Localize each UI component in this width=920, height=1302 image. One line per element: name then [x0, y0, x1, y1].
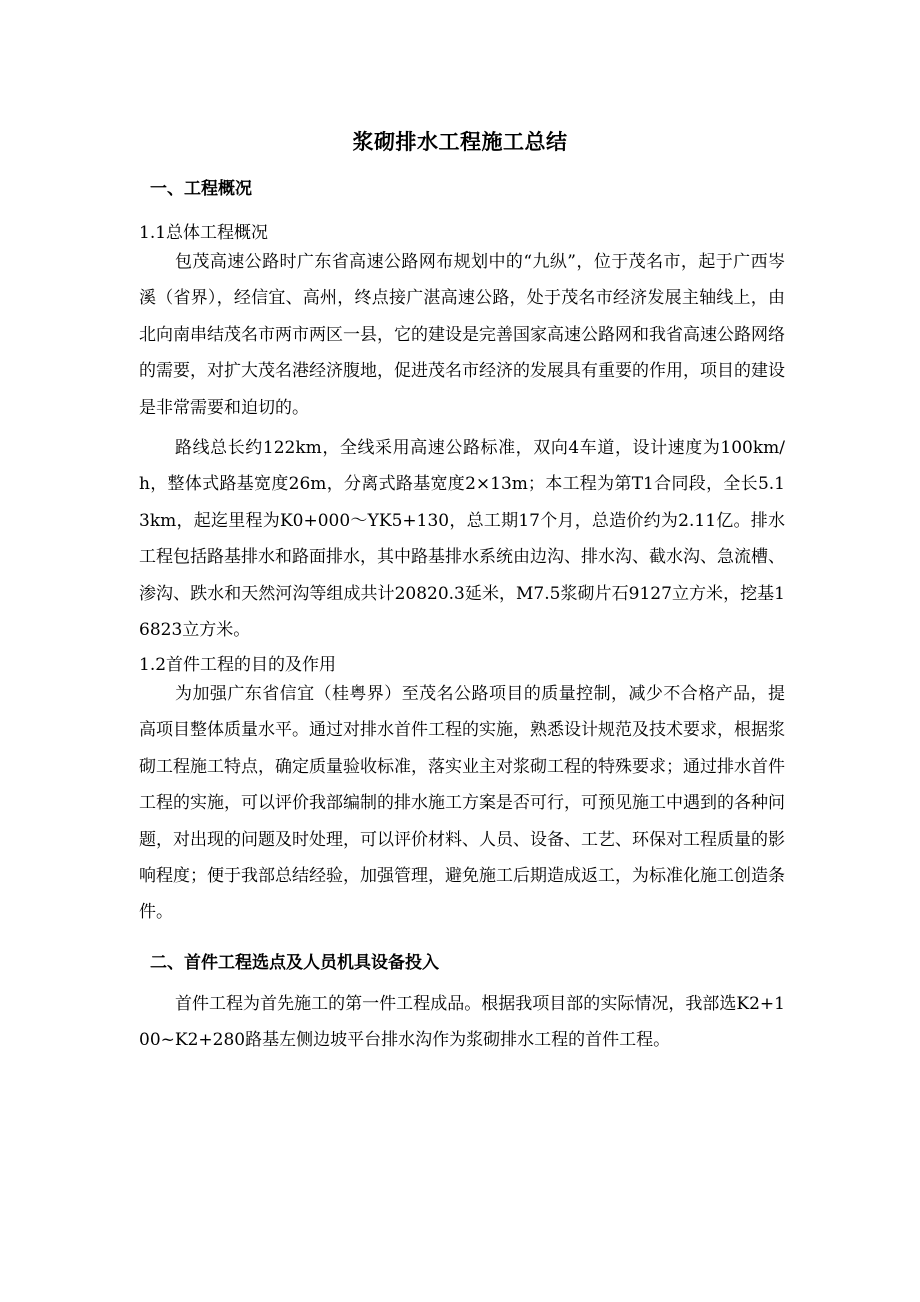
subsection-1-2-heading: 1.2首件工程的目的及作用: [139, 655, 337, 675]
paragraph-route-details: 路线总长约122km，全线采用高速公路标准，双向4车道，设计速度为100km/h，整体式路基宽度26m，分离式路基宽度2×13m；本工程为第T1合同段，全长5.13km，起迄里程为K0+000～YK5+130，总工期17个月，总造价约为2.11亿。排水工程包括路基排水和路面排水，其中路基排水系统由边沟、排水沟、截水沟、急流槽、渗沟、跌水和天然河沟等组成共计20820.3延米，M7.5浆砌片石9127立方米，挖基16823立方米。: [139, 438, 785, 641]
paragraph-first-piece-purpose: 为加强广东省信宜（桂粤界）至茂名公路项目的质量控制，减少不合格产品，提高项目整体质量水平。通过对排水首件工程的实施，熟悉设计规范及技术要求，根据浆砌工程施工特点，确定质量验收标准，落实业主对浆砌工程的特殊要求；通过排水首件工程的实施，可以评价我部编制的排水施工方案是否可行，可预见施工中遇到的各种问题，对出现的问题及时处理，可以评价材料、人员、设备、工艺、环保对工程质量的影响程度；便于我部总结经验，加强管理，避免施工后期造成返工，为标准化施工创造条件。: [139, 684, 785, 923]
subsection-1-1-heading: 1.1总体工程概况: [139, 223, 269, 243]
document-title: 浆砌排水工程施工总结: [352, 130, 568, 154]
section-1-heading: 一、工程概况: [150, 179, 252, 199]
section-2-heading: 二、首件工程选点及人员机具设备投入: [150, 953, 439, 973]
paragraph-site-selection: 首件工程为首先施工的第一件工程成品。根据我项目部的实际情况，我部选K2+100~K2+280路基左侧边坡平台排水沟作为浆砌排水工程的首件工程。: [139, 994, 785, 1051]
paragraph-project-overview: 包茂高速公路时广东省高速公路网布规划中的“九纵”，位于茂名市，起于广西岑溪（省界），经信宜、高州，终点接广湛高速公路，处于茂名市经济发展主轴线上，由北向南串结茂名市两市两区一县，它的建设是完善国家高速公路网和我省高速公路网络的需要，对扩大茂名港经济腹地，促进茂名市经济的发展具有重要的作用，项目的建设是非常需要和迫切的。: [139, 252, 785, 418]
